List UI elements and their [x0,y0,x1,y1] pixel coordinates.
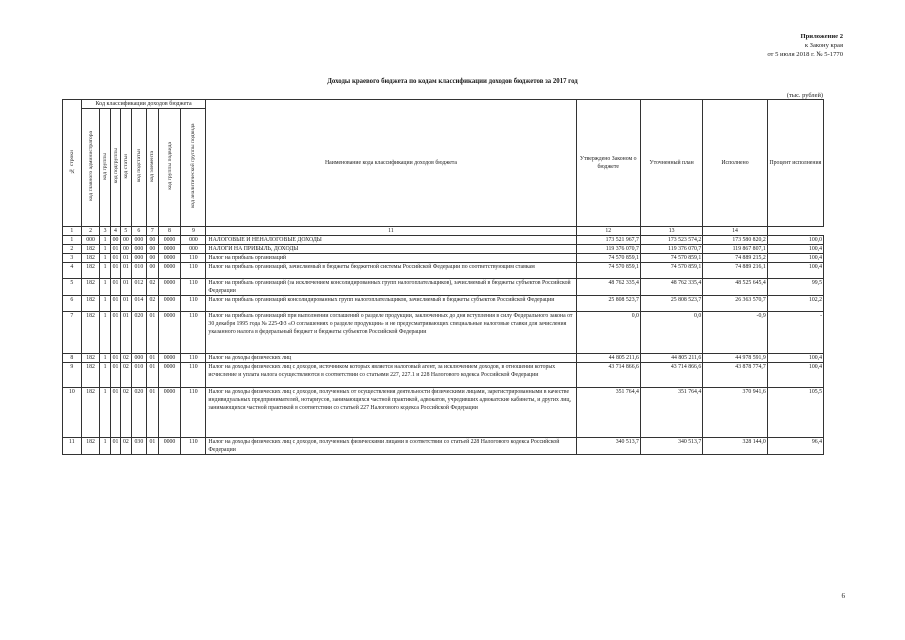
cell-subarticle: 000 [131,245,147,254]
cell-admin: 182 [81,438,100,455]
cell-subtype: 0000 [158,438,181,455]
col-row-num: № строки [63,100,82,227]
cell-approved: 25 808 523,7 [576,296,640,312]
col-percent: Процент исполнения [767,100,823,227]
cell-subarticle: 012 [131,279,147,296]
cell-n: 11 [63,438,82,455]
cell-adjusted: 25 808 523,7 [640,296,702,312]
page-number: 6 [841,592,845,600]
cell-group: 1 [100,354,110,363]
column-number: 2 [81,227,100,236]
table-row [63,312,824,354]
law-date: от 5 июля 2018 г. № 5-1770 [767,51,843,58]
cell-n: 9 [63,363,82,388]
cell-subarticle: 010 [131,263,147,279]
cell-percent: 100,4 [767,245,823,254]
cell-approved: 43 714 866,6 [576,363,640,388]
table-row [63,363,824,388]
cell-element: 02 [147,296,158,312]
cell-n: 8 [63,354,82,363]
cell-admin: 182 [81,363,100,388]
col-adjusted: Уточненный план [640,100,702,227]
cell-element: 01 [147,438,158,455]
cell-group: 1 [100,388,110,438]
cell-analytic: 110 [181,354,206,363]
col-article: код статьи [121,109,131,227]
cell-analytic: 110 [181,363,206,388]
col-element: код элемента [147,109,158,227]
cell-name: Налог на доходы физических лиц с доходов, источником которых является налоговый агент, за исключением доходов, в отношении которых исчисление и уплата налога осуществляются в соответствии со статьями 227, 227.1 и 228 Налогового кодекса Российской Федерации [206,363,576,388]
cell-group: 1 [100,254,110,263]
cell-name: Налог на доходы физических лиц с доходов, полученных физическими лицами в соответствии со статьей 228 Налогового кодекса Российской Федерации [206,438,576,455]
cell-name: НАЛОГОВЫЕ И НЕНАЛОГОВЫЕ ДОХОДЫ [206,236,576,245]
cell-name: Налог на прибыль организаций консолидированных групп налогоплательщиков, зачисляемый в бюджеты субъектов Российской Федерации [206,296,576,312]
table-row [63,354,824,363]
cell-approved: 119 376 070,7 [576,245,640,254]
cell-element: 00 [147,254,158,263]
cell-element: 01 [147,312,158,354]
cell-percent: 102,2 [767,296,823,312]
cell-subtype: 0000 [158,236,181,245]
cell-approved: 74 570 859,1 [576,263,640,279]
column-number: 8 [158,227,181,236]
cell-analytic: 110 [181,438,206,455]
col-group: код группы [100,109,110,227]
document-header [767,32,843,59]
cell-subtype: 0000 [158,354,181,363]
cell-article: 00 [121,236,131,245]
col-group-header: Код классификации доходов бюджета [81,100,206,109]
column-number: 13 [640,227,702,236]
column-number: 9 [181,227,206,236]
cell-article: 01 [121,296,131,312]
cell-n: 10 [63,388,82,438]
col-approved: Утверждено Законом о бюджете [576,100,640,227]
cell-article: 01 [121,279,131,296]
cell-subtype: 0000 [158,279,181,296]
cell-adjusted: 340 513,7 [640,438,702,455]
cell-subarticle: 014 [131,296,147,312]
cell-subgroup: 01 [110,279,120,296]
cell-n: 4 [63,263,82,279]
cell-percent: 100,4 [767,254,823,263]
cell-subtype: 0000 [158,363,181,388]
cell-element: 01 [147,388,158,438]
cell-percent: 100,4 [767,263,823,279]
cell-executed: 74 889 215,2 [703,254,767,263]
cell-name: Налог на прибыль организаций [206,254,576,263]
cell-subarticle: 020 [131,388,147,438]
cell-executed: 43 878 774,7 [703,363,767,388]
cell-article: 01 [121,263,131,279]
cell-adjusted: 74 570 859,1 [640,254,702,263]
cell-analytic: 110 [181,254,206,263]
cell-analytic: 000 [181,245,206,254]
cell-admin: 182 [81,296,100,312]
cell-analytic: 000 [181,236,206,245]
cell-executed: 48 525 645,4 [703,279,767,296]
cell-n: 2 [63,245,82,254]
col-name: Наименование кода классификации доходов бюджета [206,100,576,227]
cell-subtype: 0000 [158,312,181,354]
cell-admin: 182 [81,263,100,279]
cell-name: Налог на прибыль организаций, зачисляемый в бюджеты бюджетной системы Российской Федерации по соответствующим ставкам [206,263,576,279]
column-number: 11 [206,227,576,236]
cell-adjusted: 0,0 [640,312,702,354]
cell-executed: 328 144,0 [703,438,767,455]
column-number: 12 [576,227,640,236]
cell-subtype: 0000 [158,388,181,438]
cell-group: 1 [100,438,110,455]
cell-subgroup: 01 [110,388,120,438]
cell-subtype: 0000 [158,245,181,254]
cell-approved: 44 805 211,6 [576,354,640,363]
cell-analytic: 110 [181,296,206,312]
cell-subgroup: 01 [110,354,120,363]
cell-admin: 182 [81,312,100,354]
cell-n: 1 [63,236,82,245]
cell-element: 01 [147,363,158,388]
cell-executed: 119 867 807,1 [703,245,767,254]
cell-subgroup: 00 [110,236,120,245]
col-subtype: код группы подвида [158,109,181,227]
cell-approved: 340 513,7 [576,438,640,455]
revenue-table [62,99,824,455]
cell-subarticle: 030 [131,438,147,455]
cell-article: 02 [121,388,131,438]
column-number: 7 [147,227,158,236]
cell-n: 5 [63,279,82,296]
cell-group: 1 [100,245,110,254]
cell-subarticle: 000 [131,254,147,263]
cell-subgroup: 01 [110,438,120,455]
table-row [63,296,824,312]
cell-approved: 48 762 335,4 [576,279,640,296]
cell-subarticle: 010 [131,363,147,388]
col-subgroup: код подгруппы [110,109,120,227]
column-number-row [63,227,824,236]
table-row [63,263,824,279]
cell-n: 7 [63,312,82,354]
cell-admin: 182 [81,279,100,296]
cell-percent: 99,5 [767,279,823,296]
cell-analytic: 110 [181,388,206,438]
table-body [63,236,824,455]
column-number: 1 [63,227,82,236]
cell-subgroup: 01 [110,363,120,388]
column-number: 3 [100,227,110,236]
cell-adjusted: 44 805 211,6 [640,354,702,363]
cell-adjusted: 43 714 866,6 [640,363,702,388]
cell-subtype: 0000 [158,263,181,279]
cell-analytic: 110 [181,263,206,279]
cell-admin: 182 [81,245,100,254]
cell-group: 1 [100,312,110,354]
cell-subgroup: 01 [110,245,120,254]
table-row [63,254,824,263]
cell-percent: 100,0 [767,236,823,245]
cell-adjusted: 119 376 070,7 [640,245,702,254]
col-analytic: код аналитической группы подвида [181,109,206,227]
cell-executed: 44 978 591,9 [703,354,767,363]
cell-name: НАЛОГИ НА ПРИБЫЛЬ, ДОХОДЫ [206,245,576,254]
cell-article: 02 [121,363,131,388]
cell-admin: 182 [81,254,100,263]
column-number: 14 [703,227,767,236]
cell-element: 00 [147,236,158,245]
cell-subarticle: 000 [131,354,147,363]
cell-subtype: 0000 [158,254,181,263]
cell-name: Налог на прибыль организаций (за исключением консолидированных групп налогоплательщиков), зачисляемый в бюджеты субъектов Российской Федерации [206,279,576,296]
cell-adjusted: 74 570 859,1 [640,263,702,279]
cell-article: 02 [121,354,131,363]
cell-n: 3 [63,254,82,263]
cell-element: 02 [147,279,158,296]
cell-n: 6 [63,296,82,312]
cell-name: Налог на прибыль организаций при выполнении соглашений о разделе продукции, заключенных до дня вступления в силу Федерального закона от 30 декабря 1995 года № 225-ФЗ «О соглашениях о разделе продукции» и не предусматривающих специальные налоговые ставки для зачисления указанного налога в федеральный бюджет и бюджеты субъектов Российской Федерации [206,312,576,354]
table-row [63,388,824,438]
page-title: Доходы краевого бюджета по кодам классификации доходов бюджетов за 2017 год [327,78,578,85]
law-reference: к Закону края [804,42,843,49]
cell-approved: 0,0 [576,312,640,354]
table-row [63,279,824,296]
cell-analytic: 110 [181,279,206,296]
cell-article: 01 [121,254,131,263]
cell-executed: 74 889 216,1 [703,263,767,279]
table-row [63,438,824,455]
cell-percent: - [767,312,823,354]
cell-admin: 182 [81,354,100,363]
cell-group: 1 [100,263,110,279]
table-row [63,245,824,254]
cell-element: 00 [147,263,158,279]
column-number: 4 [110,227,120,236]
cell-subarticle: 000 [131,236,147,245]
cell-approved: 74 570 859,1 [576,254,640,263]
cell-adjusted: 48 762 335,4 [640,279,702,296]
cell-subgroup: 01 [110,263,120,279]
cell-group: 1 [100,236,110,245]
cell-percent: 100,4 [767,354,823,363]
column-number: 6 [131,227,147,236]
cell-subgroup: 01 [110,312,120,354]
cell-executed: 173 580 820,2 [703,236,767,245]
cell-name: Налог на доходы физических лиц с доходов, полученных от осуществления деятельности физическими лицами, зарегистрированными в качестве индивидуальных предпринимателей, нотариусов, занимающихся частной практикой, адвокатов, учредивших адвокатские кабинеты, и других лиц, занимающихся частной практикой в соответствии со статьей 227 Налогового кодекса Российской Федерации [206,388,576,438]
cell-group: 1 [100,296,110,312]
cell-group: 1 [100,363,110,388]
cell-article: 01 [121,312,131,354]
column-number: 5 [121,227,131,236]
col-subarticle: код подстатьи [131,109,147,227]
cell-adjusted: 173 523 574,2 [640,236,702,245]
cell-admin: 182 [81,388,100,438]
cell-subgroup: 01 [110,254,120,263]
cell-subarticle: 020 [131,312,147,354]
cell-approved: 351 764,4 [576,388,640,438]
cell-subgroup: 01 [110,296,120,312]
cell-percent: 100,4 [767,363,823,388]
cell-adjusted: 351 764,4 [640,388,702,438]
cell-admin: 000 [81,236,100,245]
cell-element: 00 [147,245,158,254]
cell-article: 00 [121,245,131,254]
cell-analytic: 110 [181,312,206,354]
col-executed: Исполнено [703,100,767,227]
cell-group: 1 [100,279,110,296]
cell-executed: 26 363 570,7 [703,296,767,312]
cell-percent: 96,4 [767,438,823,455]
appendix-label: Приложение 2 [800,33,843,40]
cell-article: 02 [121,438,131,455]
units-label: (тыс. рублей) [786,92,823,99]
cell-name: Налог на доходы физических лиц [206,354,576,363]
table-row [63,236,824,245]
cell-executed: -0,9 [703,312,767,354]
cell-executed: 370 941,6 [703,388,767,438]
cell-percent: 105,5 [767,388,823,438]
col-admin: код главного администратора [81,109,100,227]
cell-approved: 173 521 967,7 [576,236,640,245]
cell-element: 01 [147,354,158,363]
cell-subtype: 0000 [158,296,181,312]
